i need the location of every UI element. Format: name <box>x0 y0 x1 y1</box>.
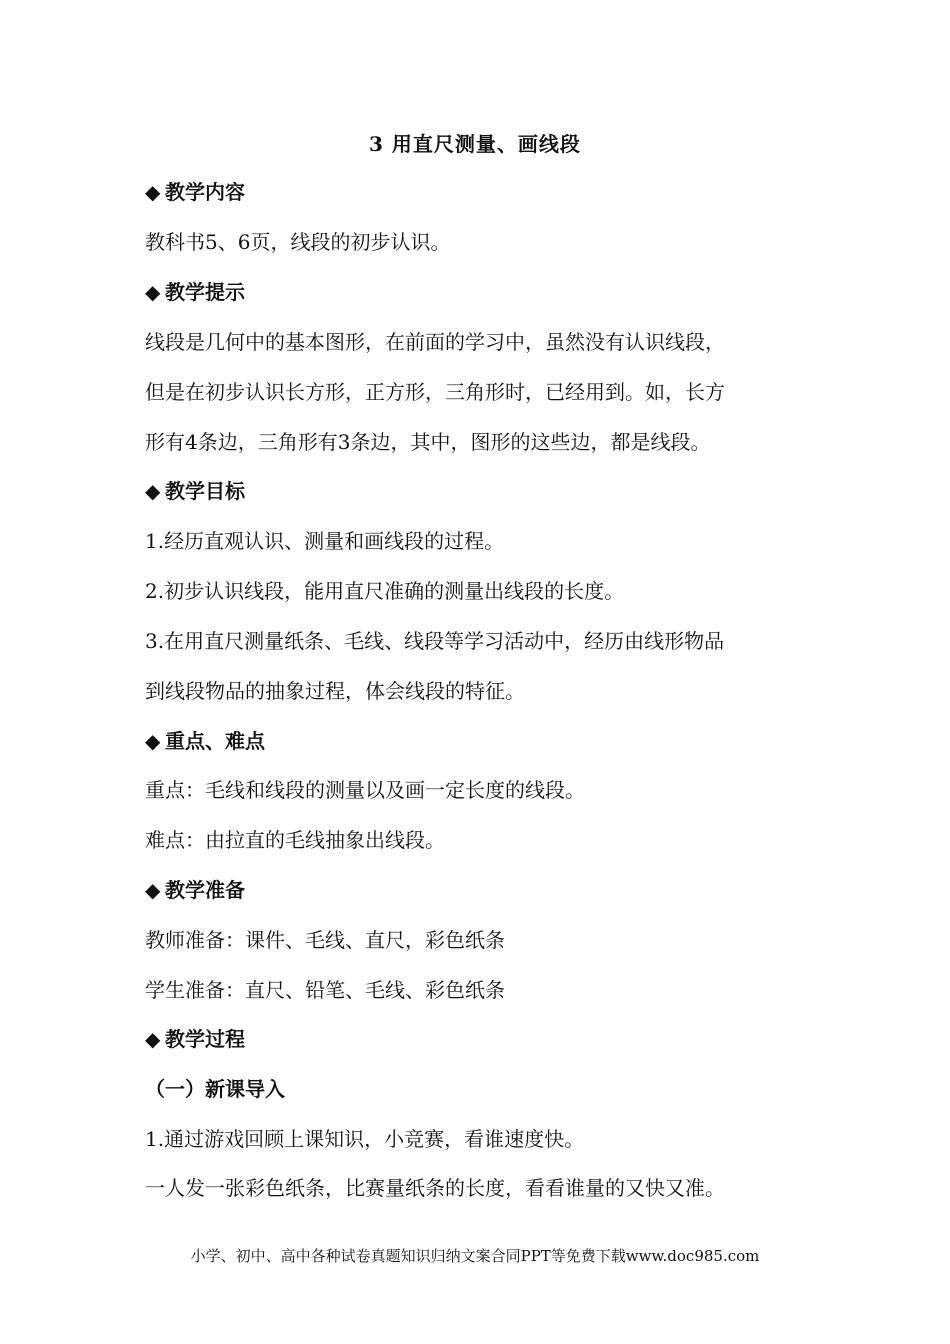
section-heading-preparation: ◆ 教学准备 <box>145 878 245 902</box>
paragraph-line: 线段是几何中的基本图形，在前面的学习中，虽然没有认识线段， <box>145 330 725 354</box>
section-heading-key-points: ◆ 重点、难点 <box>145 729 265 753</box>
diamond-bullet-icon: ◆ <box>145 479 161 503</box>
paragraph-line: 2.初步认识线段，能用直尺准确的测量出线段的长度。 <box>145 579 625 603</box>
subsection-heading: （一）新课导入 <box>145 1077 285 1101</box>
diamond-bullet-icon: ◆ <box>145 729 161 753</box>
page-footer: 小学、初中、高中各种试卷真题知识归纳文案合同PPT等免费下载www.doc985.com <box>190 1247 760 1265</box>
section-heading-goals: ◆ 教学目标 <box>145 479 245 503</box>
paragraph-line: 难点：由拉直的毛线抽象出线段。 <box>145 828 445 852</box>
page-title: 3 用直尺测量、画线段 <box>369 132 581 156</box>
paragraph-line: 教科书5、6页，线段的初步认识。 <box>145 230 451 254</box>
section-heading-process: ◆ 教学过程 <box>145 1027 245 1051</box>
paragraph-line: 形有4条边，三角形有3条边，其中，图形的这些边，都是线段。 <box>145 430 711 454</box>
paragraph-line: 重点：毛线和线段的测量以及画一定长度的线段。 <box>145 778 585 802</box>
diamond-bullet-icon: ◆ <box>145 280 161 304</box>
paragraph-line: 教师准备：课件、毛线、直尺，彩色纸条 <box>145 928 505 952</box>
paragraph-line: 学生准备：直尺、铅笔、毛线、彩色纸条 <box>145 978 505 1002</box>
diamond-bullet-icon: ◆ <box>145 180 161 204</box>
section-heading-hints: ◆ 教学提示 <box>145 280 245 304</box>
diamond-bullet-icon: ◆ <box>145 878 161 902</box>
paragraph-line: 1.通过游戏回顾上课知识，小竞赛，看谁速度快。 <box>145 1127 585 1151</box>
paragraph-line: 但是在初步认识长方形，正方形，三角形时，已经用到。如，长方 <box>145 380 725 404</box>
paragraph-line: 1.经历直观认识、测量和画线段的过程。 <box>145 529 505 553</box>
diamond-bullet-icon: ◆ <box>145 1027 161 1051</box>
paragraph-line: 一人发一张彩色纸条，比赛量纸条的长度，看看谁量的又快又准。 <box>145 1176 725 1200</box>
paragraph-line: 到线段物品的抽象过程，体会线段的特征。 <box>145 679 525 703</box>
paragraph-line: 3.在用直尺测量纸条、毛线、线段等学习活动中，经历由线形物品 <box>145 629 725 653</box>
section-heading-content: ◆ 教学内容 <box>145 180 245 204</box>
